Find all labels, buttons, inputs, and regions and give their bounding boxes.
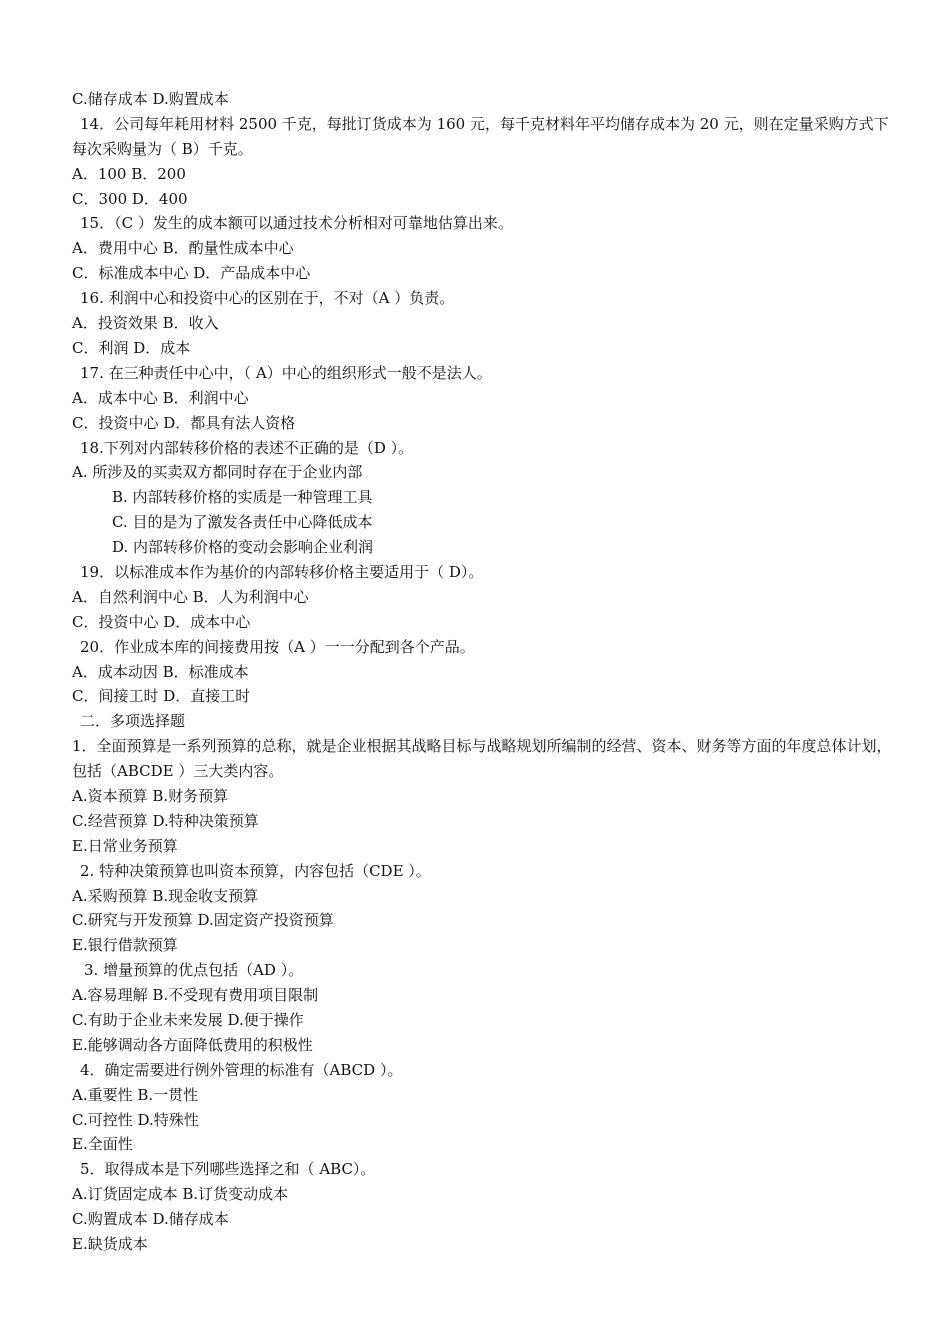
option-line: C．间接工时 D．直接工时 [72,687,251,706]
option-line: C. 目的是为了激发各责任中心降低成本 [112,513,373,532]
option-line: C．利润 D．成本 [72,338,191,357]
question-15: 15．（C ）发生的成本额可以通过技术分析相对可靠地估算出来。 [80,214,513,233]
question-m4: 4．确定需要进行例外管理的标准有（ABCD ）。 [80,1060,403,1079]
option-line: C．投资中心 D．成本中心 [72,612,251,631]
question-19: 19．以标准成本作为基价的内部转移价格主要适用于（ D）。 [80,562,484,581]
option-line: A．成本动因 B．标准成本 [72,662,249,681]
option-line: C.研究与开发预算 D.固定资产投资预算 [72,911,334,930]
option-line: E.银行借款预算 [72,936,178,955]
option-line: C.购置成本 D.储存成本 [72,1210,229,1229]
option-line: A.资本预算 B.财务预算 [72,787,229,805]
option-line: E.日常业务预算 [72,836,178,855]
option-line: D. 内部转移价格的变动会影响企业利润 [112,538,374,557]
question-17: 17. 在三种责任中心中，（ A）中心的组织形式一般不是法人。 [80,363,492,382]
option-line: A．自然利润中心 B．人为利润中心 [72,587,309,606]
option-line: C．投资中心 D．都具有法人资格 [72,413,296,432]
question-m1: 1．全面预算是一系列预算的总称，就是企业根据其战略目标与战略规划所编制的经营、资本、财务等方面的年度总体计划，包括（ABCDE ）三大类内容。 [72,737,892,781]
document-page [0,87,950,1257]
option-line: E.缺货成本 [72,1235,148,1254]
option-line: A．成本中心 B．利润中心 [72,388,249,407]
option-line: A.采购预算 B.现金收支预算 [72,886,259,905]
option-line: C.储存成本 D.购置成本 [72,90,229,108]
option-line: A.重要性 B.一贯性 [72,1085,199,1104]
option-line: A.容易理解 B.不受现有费用项目限制 [72,986,319,1005]
question-18: 18.下列对内部转移价格的表述不正确的是（D ）。 [80,438,414,457]
option-line: A．投资效果 B．收入 [72,314,219,333]
option-line: C.有助于企业未来发展 D.便于操作 [72,1011,304,1030]
option-line: C．标准成本中心 D．产品成本中心 [72,264,311,283]
option-line: E.全面性 [72,1135,133,1154]
question-m2: 2. 特种决策预算也叫资本预算，内容包括（CDE ）。 [80,861,431,880]
option-line: C.可控性 D.特殊性 [72,1110,199,1129]
question-m3: 3. 增量预算的优点包括（AD ）。 [84,961,304,980]
section-heading: 二．多项选择题 [80,712,186,731]
question-16: 16. 利润中心和投资中心的区别在于，不对（A ）负责。 [80,289,455,308]
option-line: C.经营预算 D.特种决策预算 [72,811,259,830]
option-line: A.订货固定成本 B.订货变动成本 [72,1185,289,1204]
option-line: E.能够调动各方面降低费用的积极性 [72,1035,313,1054]
question-m5: 5．取得成本是下列哪些选择之和（ ABC）。 [80,1160,376,1179]
question-20: 20．作业成本库的间接费用按（A ）一一分配到各个产品。 [80,637,475,656]
option-line: A．100 B．200 [72,164,186,183]
option-line: C．300 D．400 [72,189,188,208]
option-line: B. 内部转移价格的实质是一种管理工具 [112,488,373,507]
question-14: 14．公司每年耗用材料 2500 千克，每批订货成本为 160 元，每千克材料年平均储存成本为 20 元，则在定量采购方式下每次采购量为（ B）千克。 [72,114,889,158]
option-line: A．费用中心 B．酌量性成本中心 [72,239,294,258]
option-line: A. 所涉及的买卖双方都同时存在于企业内部 [72,463,363,482]
